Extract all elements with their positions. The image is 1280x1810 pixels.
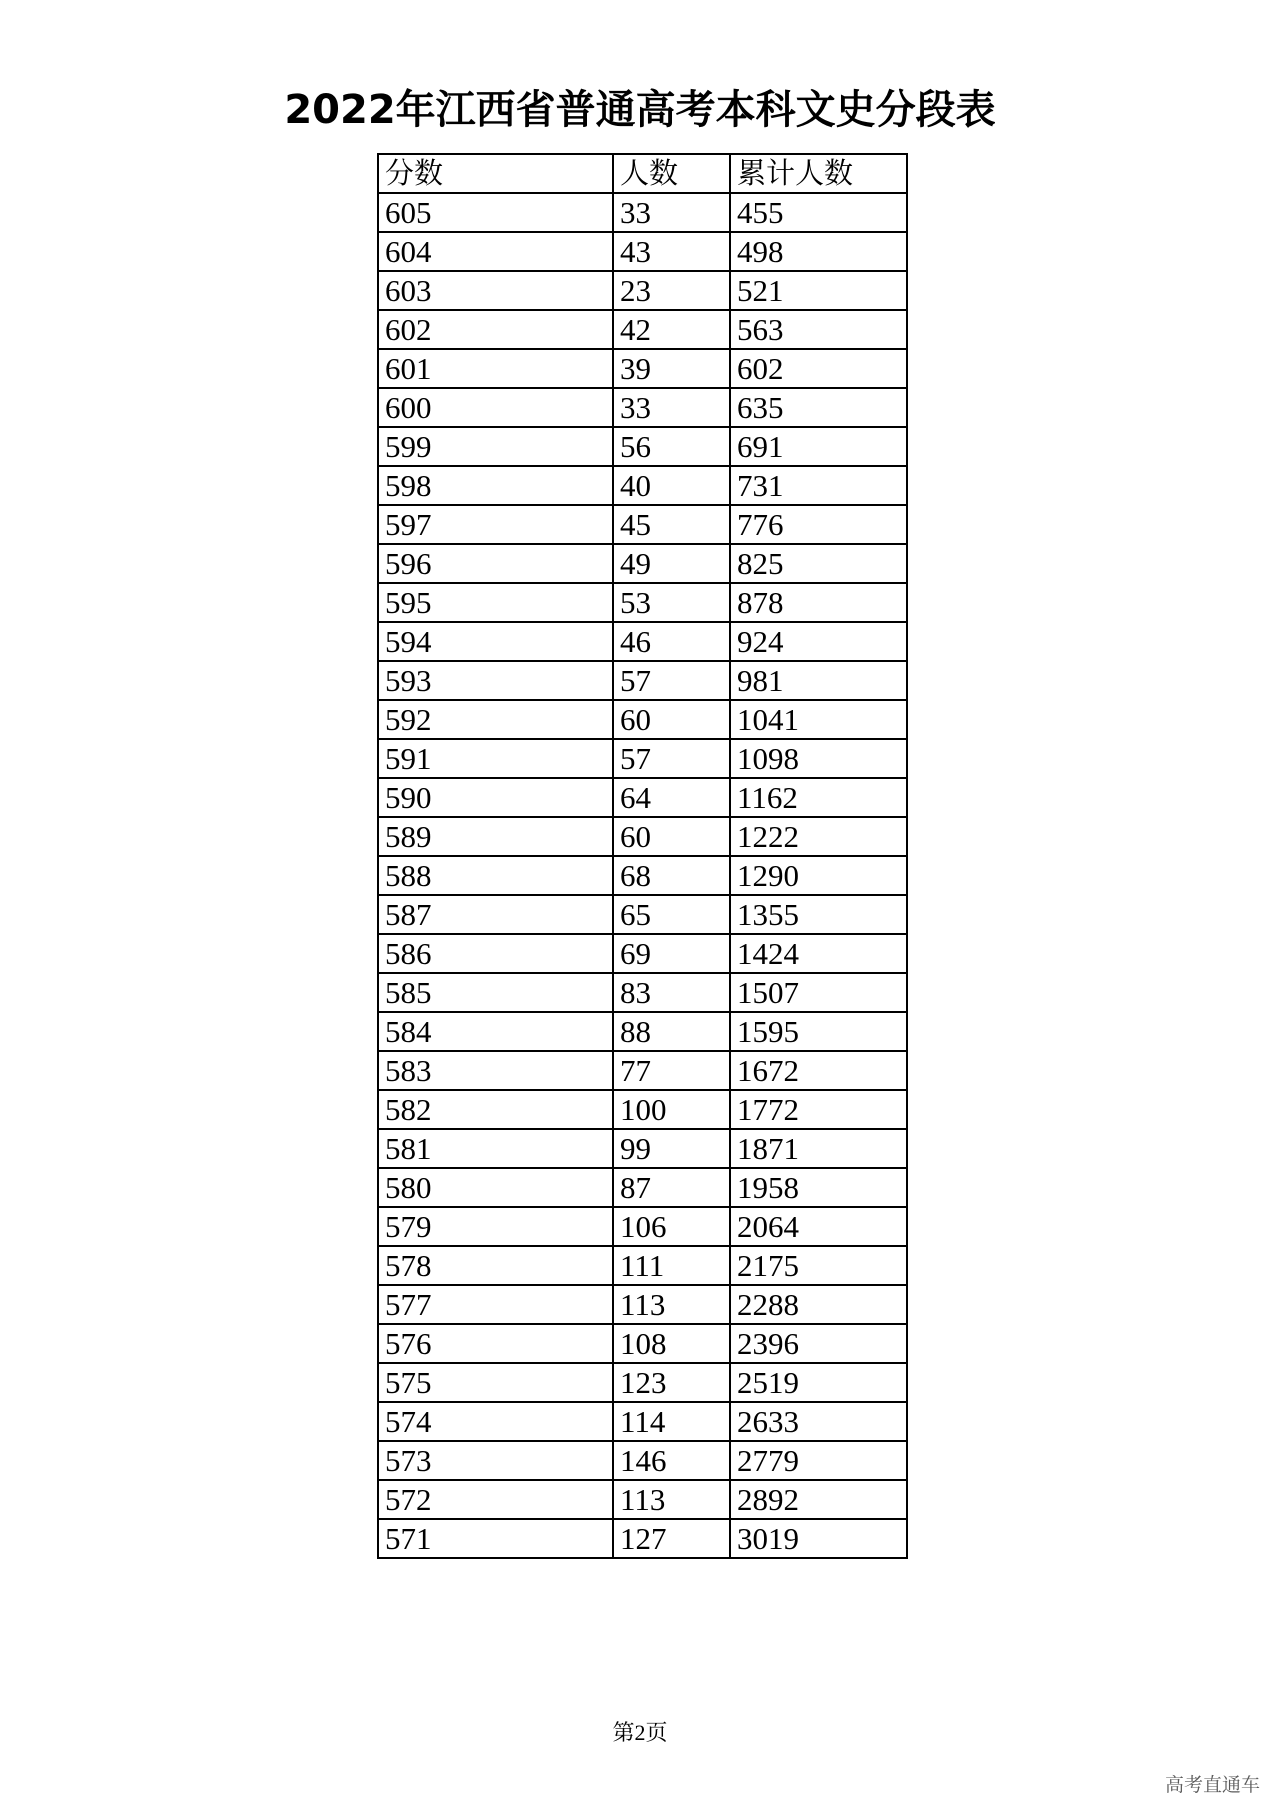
cell-score: 605 bbox=[378, 193, 613, 232]
table-row bbox=[378, 739, 907, 778]
cell-cumulative: 3019 bbox=[730, 1519, 907, 1558]
cell-score: 603 bbox=[378, 271, 613, 310]
cell-count: 146 bbox=[613, 1441, 730, 1480]
cell-cumulative: 2779 bbox=[730, 1441, 907, 1480]
cell-cumulative: 1355 bbox=[730, 895, 907, 934]
table-row bbox=[378, 544, 907, 583]
table-row bbox=[378, 973, 907, 1012]
table-row bbox=[378, 856, 907, 895]
cell-count: 87 bbox=[613, 1168, 730, 1207]
cell-score: 571 bbox=[378, 1519, 613, 1558]
cell-score: 600 bbox=[378, 388, 613, 427]
table-header-row bbox=[378, 154, 907, 193]
cell-count: 56 bbox=[613, 427, 730, 466]
cell-cumulative: 776 bbox=[730, 505, 907, 544]
table-row bbox=[378, 700, 907, 739]
cell-count: 40 bbox=[613, 466, 730, 505]
cell-cumulative: 2519 bbox=[730, 1363, 907, 1402]
cell-cumulative: 1290 bbox=[730, 856, 907, 895]
cell-cumulative: 1424 bbox=[730, 934, 907, 973]
table-row bbox=[378, 1246, 907, 1285]
cell-cumulative: 2175 bbox=[730, 1246, 907, 1285]
cell-count: 49 bbox=[613, 544, 730, 583]
cell-cumulative: 691 bbox=[730, 427, 907, 466]
table-row bbox=[378, 505, 907, 544]
cell-score: 588 bbox=[378, 856, 613, 895]
cell-cumulative: 2892 bbox=[730, 1480, 907, 1519]
table-row bbox=[378, 1363, 907, 1402]
cell-count: 45 bbox=[613, 505, 730, 544]
cell-count: 43 bbox=[613, 232, 730, 271]
table-row bbox=[378, 1129, 907, 1168]
cell-count: 108 bbox=[613, 1324, 730, 1363]
table-row bbox=[378, 1324, 907, 1363]
table-row bbox=[378, 1441, 907, 1480]
score-table bbox=[377, 153, 908, 1559]
table-row bbox=[378, 778, 907, 817]
cell-score: 574 bbox=[378, 1402, 613, 1441]
cell-cumulative: 635 bbox=[730, 388, 907, 427]
cell-count: 77 bbox=[613, 1051, 730, 1090]
table-row bbox=[378, 895, 907, 934]
table-row bbox=[378, 271, 907, 310]
cell-cumulative: 1507 bbox=[730, 973, 907, 1012]
table-row bbox=[378, 1207, 907, 1246]
table-row bbox=[378, 583, 907, 622]
cell-score: 587 bbox=[378, 895, 613, 934]
cell-cumulative: 1595 bbox=[730, 1012, 907, 1051]
cell-count: 106 bbox=[613, 1207, 730, 1246]
cell-count: 83 bbox=[613, 973, 730, 1012]
page-title: 2022年江西省普通高考本科文史分段表 bbox=[284, 87, 996, 133]
cell-score: 581 bbox=[378, 1129, 613, 1168]
cell-score: 593 bbox=[378, 661, 613, 700]
cell-count: 99 bbox=[613, 1129, 730, 1168]
cell-score: 595 bbox=[378, 583, 613, 622]
cell-count: 88 bbox=[613, 1012, 730, 1051]
column-header-count: 人数 bbox=[613, 154, 730, 193]
cell-count: 111 bbox=[613, 1246, 730, 1285]
table-row bbox=[378, 193, 907, 232]
cell-count: 42 bbox=[613, 310, 730, 349]
cell-score: 585 bbox=[378, 973, 613, 1012]
cell-cumulative: 2064 bbox=[730, 1207, 907, 1246]
cell-cumulative: 1871 bbox=[730, 1129, 907, 1168]
cell-cumulative: 825 bbox=[730, 544, 907, 583]
table-row bbox=[378, 1168, 907, 1207]
table-row bbox=[378, 661, 907, 700]
cell-cumulative: 731 bbox=[730, 466, 907, 505]
cell-count: 123 bbox=[613, 1363, 730, 1402]
cell-cumulative: 1958 bbox=[730, 1168, 907, 1207]
table-row bbox=[378, 349, 907, 388]
cell-score: 602 bbox=[378, 310, 613, 349]
table-row bbox=[378, 934, 907, 973]
table-row bbox=[378, 427, 907, 466]
cell-count: 53 bbox=[613, 583, 730, 622]
cell-count: 33 bbox=[613, 193, 730, 232]
cell-count: 65 bbox=[613, 895, 730, 934]
cell-cumulative: 1041 bbox=[730, 700, 907, 739]
cell-cumulative: 498 bbox=[730, 232, 907, 271]
cell-cumulative: 1098 bbox=[730, 739, 907, 778]
page-number: 第2页 bbox=[612, 1720, 668, 1745]
table-body bbox=[378, 193, 907, 1558]
cell-cumulative: 1222 bbox=[730, 817, 907, 856]
cell-cumulative: 602 bbox=[730, 349, 907, 388]
cell-score: 591 bbox=[378, 739, 613, 778]
cell-score: 580 bbox=[378, 1168, 613, 1207]
cell-score: 583 bbox=[378, 1051, 613, 1090]
cell-score: 599 bbox=[378, 427, 613, 466]
cell-score: 592 bbox=[378, 700, 613, 739]
table-row bbox=[378, 1519, 907, 1558]
table-row bbox=[378, 232, 907, 271]
table-row bbox=[378, 817, 907, 856]
cell-cumulative: 1162 bbox=[730, 778, 907, 817]
column-header-cumulative: 累计人数 bbox=[730, 154, 907, 193]
table-row bbox=[378, 1051, 907, 1090]
cell-count: 69 bbox=[613, 934, 730, 973]
cell-score: 575 bbox=[378, 1363, 613, 1402]
cell-score: 584 bbox=[378, 1012, 613, 1051]
table-row bbox=[378, 1480, 907, 1519]
cell-cumulative: 2633 bbox=[730, 1402, 907, 1441]
cell-score: 586 bbox=[378, 934, 613, 973]
cell-count: 46 bbox=[613, 622, 730, 661]
cell-score: 573 bbox=[378, 1441, 613, 1480]
cell-score: 597 bbox=[378, 505, 613, 544]
cell-cumulative: 521 bbox=[730, 271, 907, 310]
table-row bbox=[378, 1012, 907, 1051]
cell-score: 576 bbox=[378, 1324, 613, 1363]
cell-score: 577 bbox=[378, 1285, 613, 1324]
cell-cumulative: 1772 bbox=[730, 1090, 907, 1129]
cell-count: 100 bbox=[613, 1090, 730, 1129]
table-row bbox=[378, 310, 907, 349]
cell-count: 113 bbox=[613, 1480, 730, 1519]
cell-count: 68 bbox=[613, 856, 730, 895]
cell-cumulative: 563 bbox=[730, 310, 907, 349]
cell-count: 60 bbox=[613, 817, 730, 856]
cell-score: 582 bbox=[378, 1090, 613, 1129]
cell-cumulative: 981 bbox=[730, 661, 907, 700]
cell-count: 57 bbox=[613, 661, 730, 700]
table-row bbox=[378, 466, 907, 505]
cell-score: 596 bbox=[378, 544, 613, 583]
cell-cumulative: 924 bbox=[730, 622, 907, 661]
cell-cumulative: 878 bbox=[730, 583, 907, 622]
cell-score: 590 bbox=[378, 778, 613, 817]
cell-cumulative: 1672 bbox=[730, 1051, 907, 1090]
cell-score: 604 bbox=[378, 232, 613, 271]
cell-count: 127 bbox=[613, 1519, 730, 1558]
table-row bbox=[378, 1285, 907, 1324]
cell-count: 113 bbox=[613, 1285, 730, 1324]
cell-count: 114 bbox=[613, 1402, 730, 1441]
watermark: 高考直通车 bbox=[1164, 1774, 1260, 1796]
cell-score: 594 bbox=[378, 622, 613, 661]
cell-score: 578 bbox=[378, 1246, 613, 1285]
cell-count: 57 bbox=[613, 739, 730, 778]
table-row bbox=[378, 388, 907, 427]
table-row bbox=[378, 622, 907, 661]
cell-score: 579 bbox=[378, 1207, 613, 1246]
cell-score: 572 bbox=[378, 1480, 613, 1519]
cell-cumulative: 455 bbox=[730, 193, 907, 232]
column-header-score: 分数 bbox=[378, 154, 613, 193]
cell-score: 589 bbox=[378, 817, 613, 856]
cell-cumulative: 2396 bbox=[730, 1324, 907, 1363]
cell-count: 39 bbox=[613, 349, 730, 388]
table-row bbox=[378, 1402, 907, 1441]
cell-score: 598 bbox=[378, 466, 613, 505]
cell-score: 601 bbox=[378, 349, 613, 388]
table-row bbox=[378, 1090, 907, 1129]
cell-cumulative: 2288 bbox=[730, 1285, 907, 1324]
cell-count: 23 bbox=[613, 271, 730, 310]
cell-count: 64 bbox=[613, 778, 730, 817]
cell-count: 60 bbox=[613, 700, 730, 739]
cell-count: 33 bbox=[613, 388, 730, 427]
